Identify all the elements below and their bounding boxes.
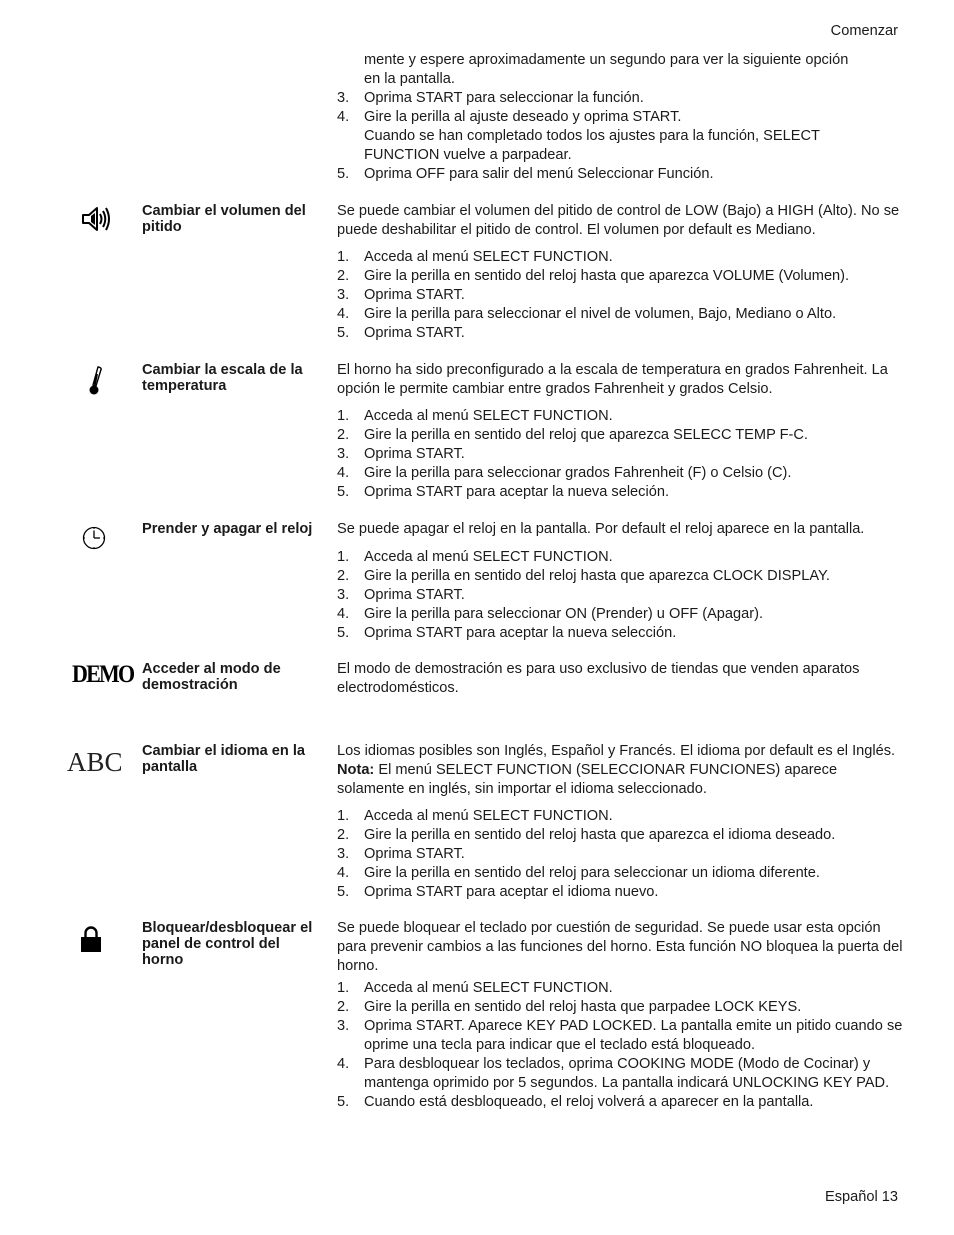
section-description-demo: El modo de demostración es para uso exclusivo de tiendas que venden aparatos electrodomésticos. xyxy=(337,661,860,696)
page-header-section: Comenzar xyxy=(830,23,898,39)
page-footer-number: Español 13 xyxy=(824,1189,898,1205)
abc-icon: ABC xyxy=(67,746,123,777)
list-item: 1. Acceda al menú SELECT FUNCTION. xyxy=(337,408,613,424)
steps-clock xyxy=(337,548,903,643)
note-label: Nota: xyxy=(337,762,375,778)
section-title-demo: Acceder al modo de demostración xyxy=(142,661,281,693)
list-item: 5. Oprima OFF para salir del menú Seleccionar Función. xyxy=(337,166,714,182)
list-item: 4. Gire la perilla al ajuste deseado y oprima START. xyxy=(337,109,682,125)
list-item: 3. Oprima START. xyxy=(337,446,465,462)
steps-lock xyxy=(337,979,903,1112)
list-item: 4. Gire la perilla para seleccionar el nivel de volumen, Bajo, Mediano o Alto. xyxy=(337,306,837,322)
intro-steps xyxy=(337,89,903,184)
clock-icon xyxy=(82,526,106,550)
list-item: 5. Oprima START para aceptar la nueva seleción. xyxy=(337,484,670,500)
section-title-volume: Cambiar el volumen del pitido xyxy=(142,203,306,235)
list-item: 2. Gire la perilla en sentido del reloj hasta que parpadee LOCK KEYS. xyxy=(337,999,802,1015)
list-item: FUNCTION vuelve a parpadear. xyxy=(364,147,572,163)
section-description-clock: Se puede apagar el reloj en la pantalla. Por default el reloj aparece en la pantalla. xyxy=(337,521,865,537)
list-item: 1. Acceda al menú SELECT FUNCTION. xyxy=(337,549,613,565)
list-item: 2. Gire la perilla en sentido del reloj hasta que aparezca VOLUME (Volumen). xyxy=(337,268,850,284)
list-item: 3. Oprima START. xyxy=(337,287,465,303)
section-description-language: Los idiomas posibles son Inglés, Español y Francés. El idioma por default es el Inglés. Nota: El menú SELECT FUNCTION (SELECCIONAR FUNCIONES) aparece solamente en inglés, sin importar el idioma seleccionado. xyxy=(337,743,896,797)
speaker-icon xyxy=(80,204,112,234)
section-title-lock: Bloquear/desbloquear el panel de control del horno xyxy=(142,920,313,968)
thermometer-icon xyxy=(86,365,106,397)
steps-language xyxy=(337,807,903,902)
section-description-lock: Se puede bloquear el teclado por cuestión de seguridad. Se puede usar esta opción para prevenir cambios a las funciones del horno. Esta función NO bloquea la puerta del horno. xyxy=(337,920,903,974)
list-item: 4. Gire la perilla para seleccionar ON (Prender) u OFF (Apagar). xyxy=(337,606,764,622)
list-item: 5. Oprima START para aceptar la nueva selección. xyxy=(337,625,677,641)
list-item: 4. Gire la perilla para seleccionar grados Fahrenheit (F) o Celsio (C). xyxy=(337,465,792,481)
list-item: 5. Cuando está desbloqueado, el reloj volverá a aparecer en la pantalla. xyxy=(337,1094,814,1110)
steps-volume xyxy=(337,248,903,343)
list-item: 2. Gire la perilla en sentido del reloj hasta que aparezca el idioma deseado. xyxy=(337,827,836,843)
lock-icon xyxy=(80,925,102,953)
list-item: 4. Para desbloquear los teclados, oprima COOKING MODE (Modo de Cocinar) y mantenga oprimido por 5 segundos. La pantalla indicará UNLOCKING KEY PAD. xyxy=(337,1056,890,1091)
list-item: 5. Oprima START. xyxy=(337,325,465,341)
section-description-volume: Se puede cambiar el volumen del pitido de control de LOW (Bajo) a HIGH (Alto). No se puede deshabilitar el pitido de control. El volumen por default es Mediano. xyxy=(337,203,900,238)
list-item: 5. Oprima START para aceptar el idioma nuevo. xyxy=(337,884,659,900)
demo-icon: DEMO xyxy=(72,661,134,688)
list-item: 1. Acceda al menú SELECT FUNCTION. xyxy=(337,808,613,824)
list-item: 1. Acceda al menú SELECT FUNCTION. xyxy=(337,980,613,996)
list-item: 3. Oprima START. Aparece KEY PAD LOCKED. La pantalla emite un pitido cuando se oprime una tecla para indicar que el teclado está bloqueado. xyxy=(337,1018,903,1053)
intro-line-2: en la pantalla. xyxy=(364,71,455,87)
list-item: 2. Gire la perilla en sentido del reloj que aparezca SELECC TEMP F-C. xyxy=(337,427,808,443)
list-item: 3. Oprima START para seleccionar la función. xyxy=(337,90,644,106)
section-title-language: Cambiar el idioma en la pantalla xyxy=(142,743,306,775)
intro-line-1: mente y espere aproximadamente un segundo para ver la siguiente opción xyxy=(364,52,849,68)
list-item: 4. Gire la perilla en sentido del reloj para seleccionar un idioma diferente. xyxy=(337,865,820,881)
list-item: 2. Gire la perilla en sentido del reloj hasta que aparezca CLOCK DISPLAY. xyxy=(337,568,830,584)
section-title-temperature: Cambiar la escala de la temperatura xyxy=(142,362,303,394)
list-item: 1. Acceda al menú SELECT FUNCTION. xyxy=(337,249,613,265)
section-title-clock: Prender y apagar el reloj xyxy=(142,521,313,537)
list-item: 3. Oprima START. xyxy=(337,587,465,603)
list-item: 3. Oprima START. xyxy=(337,846,465,862)
list-item: Cuando se han completado todos los ajustes para la función, SELECT xyxy=(364,128,820,144)
section-description-temperature: El horno ha sido preconfigurado a la escala de temperatura en grados Fahrenheit. La opción le permite cambiar entre grados Fahrenheit y grados Celsio. xyxy=(337,362,888,397)
steps-temperature xyxy=(337,407,903,502)
